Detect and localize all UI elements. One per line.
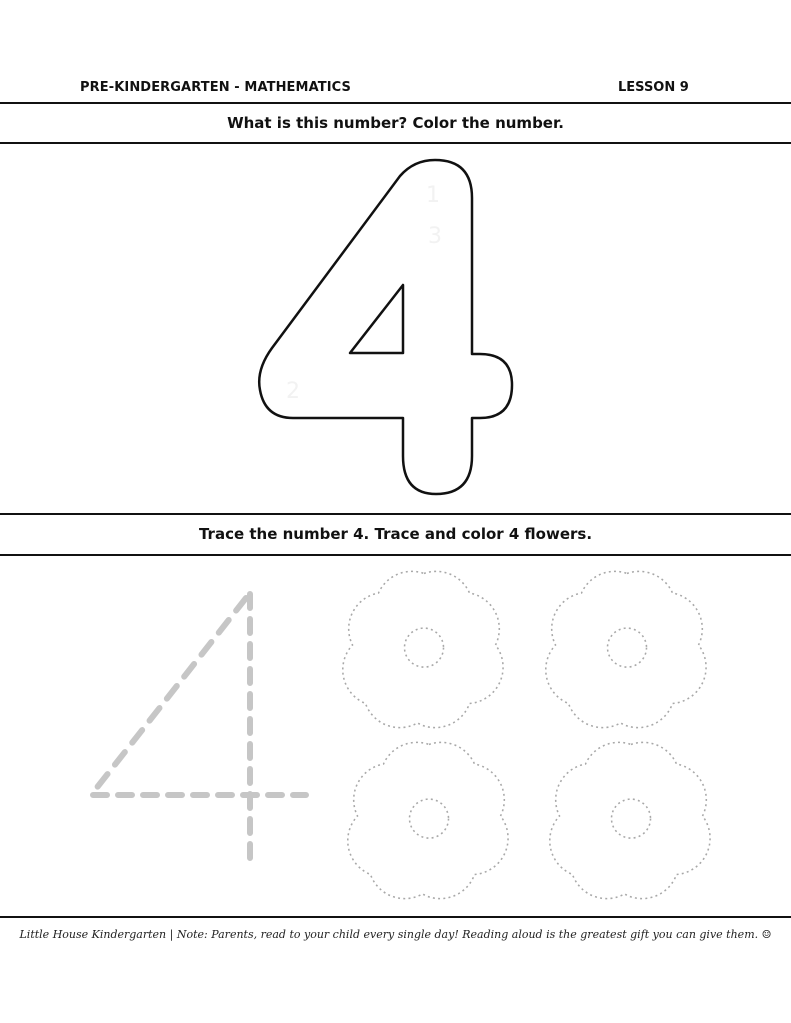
course-title: PRE-KINDERGARTEN - MATHEMATICS <box>80 80 351 95</box>
stroke-order-3: 3 <box>428 224 442 249</box>
flower-3[interactable] <box>348 742 508 898</box>
footer-note: Little House Kindergarten | Note: Parents, read to your child every single day! Reading aloud is the greatest gift you can give them. ☺ <box>19 928 772 941</box>
section2-instruction: Trace the number 4. Trace and color 4 flowers. <box>198 525 593 543</box>
traceable-four[interactable] <box>93 594 306 868</box>
flower-4[interactable] <box>550 742 710 898</box>
section1-instruction: What is this number? Color the number. <box>227 114 564 132</box>
stroke-order-1: 1 <box>426 183 440 208</box>
lesson-label: LESSON 9 <box>618 80 689 95</box>
flower-1[interactable] <box>343 571 503 727</box>
number-four-outline[interactable] <box>259 160 512 494</box>
flower-2[interactable] <box>546 571 706 727</box>
stroke-order-2: 2 <box>286 379 300 404</box>
